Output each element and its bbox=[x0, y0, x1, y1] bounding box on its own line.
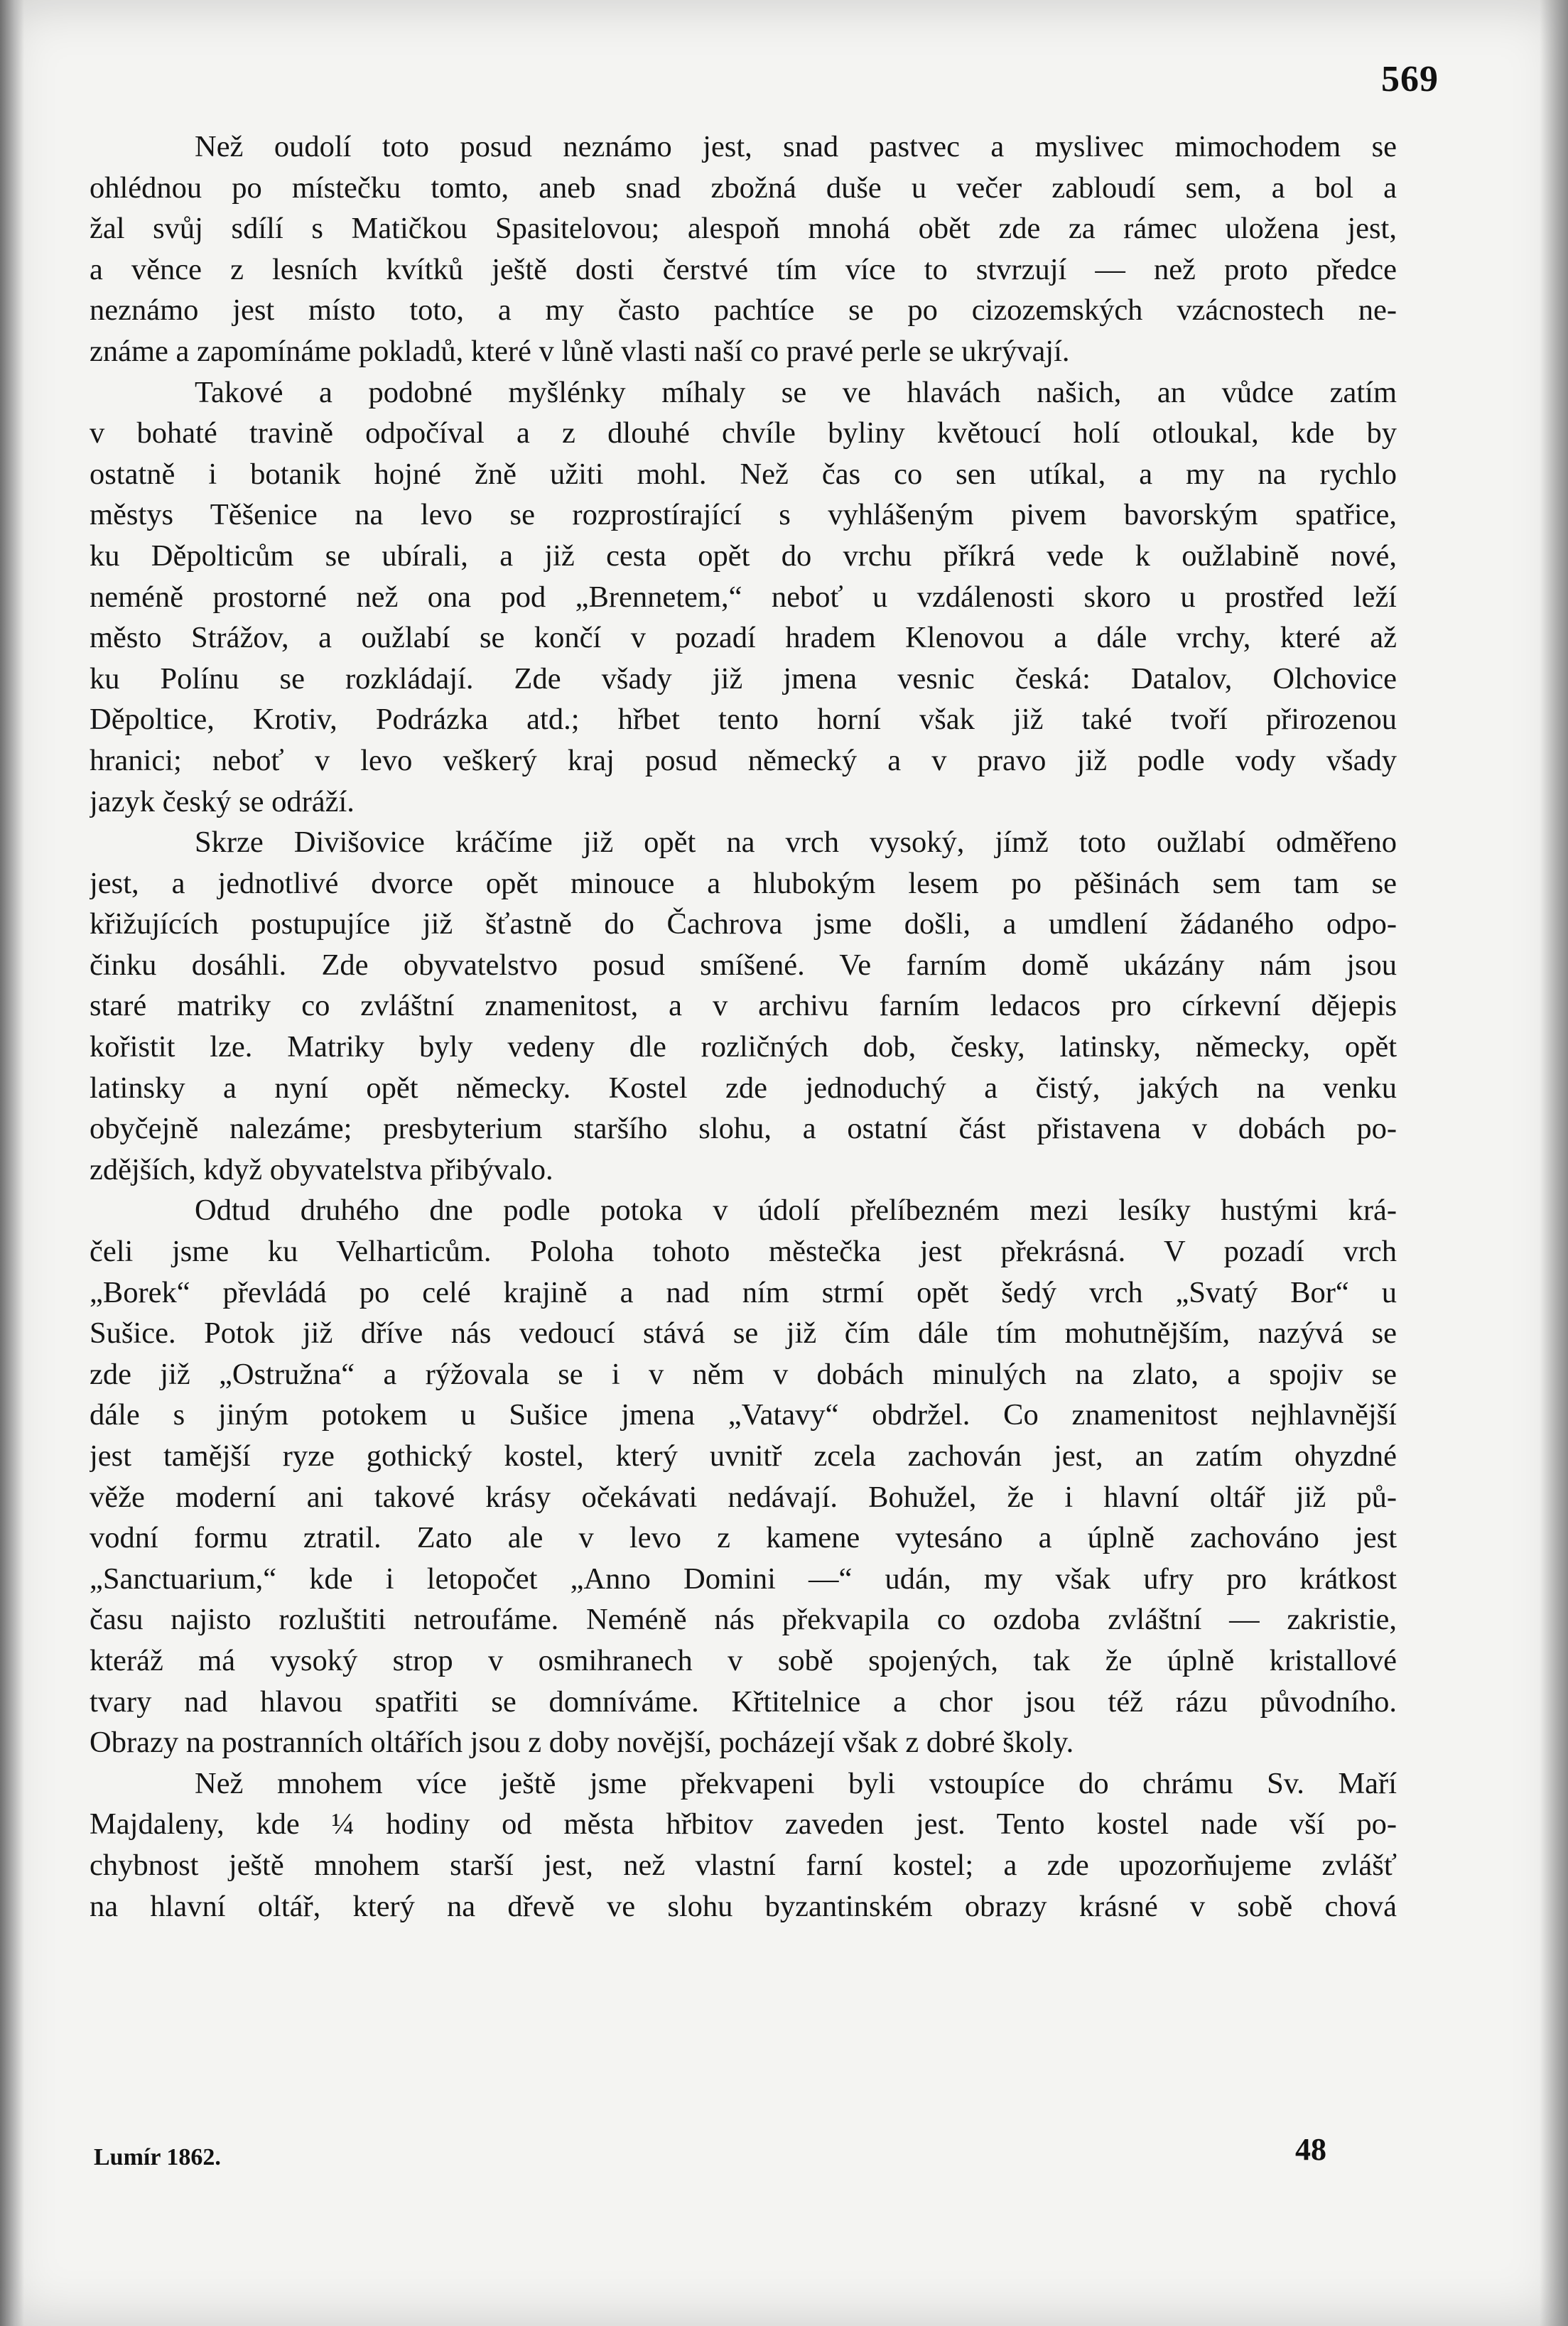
text-line: latinsky a nyní opět německy. Kostel zde jednoduchý a čistý, jakých na venku bbox=[90, 1071, 1397, 1105]
text-line: ohlédnou po místečku tomto, aneb snad zbožná duše u večer zabloudí sem, a bol a bbox=[90, 171, 1397, 205]
text-line: městys Těšenice na levo se rozprostírající s vyhlášeným pivem bavorským spatřice, bbox=[90, 498, 1397, 532]
text-line: Sušice. Potok již dříve nás vedoucí stává se již čím dále tím mohutnějším, nazývá se bbox=[90, 1316, 1397, 1351]
text-line: neznámo jest místo toto, a my často pachtíce se po cizozemských vzácnostech ne- bbox=[90, 293, 1397, 328]
text-line: žal svůj sdílí s Matičkou Spasitelovou; alespoň mnohá obět zde za rámec uložena jest, bbox=[90, 212, 1397, 246]
text-line: dále s jiným potokem u Sušice jmena „Vatavy“ obdržel. Co znamenitost nejhlavnější bbox=[90, 1398, 1397, 1432]
text-line: vodní formu ztratil. Zato ale v levo z kamene vytesáno a úplně zachováno jest bbox=[90, 1521, 1397, 1555]
text-line: křižujících postupujíce již šťastně do Čachrova jsme došli, a umdlení žádaného odpo- bbox=[90, 907, 1397, 941]
text-line: zde již „Ostružna“ a rýžovala se i v něm v dobách minulých na zlato, a spojiv se bbox=[90, 1357, 1397, 1391]
page-edge-shadow bbox=[1540, 0, 1568, 2326]
text-line: „Sanctuarium,“ kde i letopočet „Anno Domini —“ udán, my však ufry pro krátkost bbox=[90, 1562, 1397, 1596]
text-line: Odtud druhého dne podle potoka v údolí přelíbezném mezi lesíky hustými krá- bbox=[195, 1194, 1397, 1228]
text-line: jazyk český se odráží. bbox=[90, 784, 355, 818]
text-line: čeli jsme ku Velharticům. Poloha tohoto městečka jest překrásná. V pozadí vrch bbox=[90, 1235, 1397, 1269]
text-line: známe a zapomínáme pokladů, které v lůně vlasti naší co pravé perle se ukrývají. bbox=[90, 334, 1070, 368]
text-line: neméně prostorné než ona pod „Brennetem,“ neboť u vzdálenosti skoro u prostřed leží bbox=[90, 580, 1397, 614]
text-line: ostatně i botanik hojné žně užiti mohl. Než čas co sen utíkal, a my na rychlo bbox=[90, 457, 1397, 491]
page-spine-shadow bbox=[0, 0, 24, 2326]
text-line: město Strážov, a oužlabí se končí v pozadí hradem Klenovou a dále vrchy, které až bbox=[90, 621, 1397, 655]
text-line: zdějších, když obyvatelstva přibývalo. bbox=[90, 1152, 553, 1186]
text-line: času najisto rozluštiti netroufáme. Neméně nás překvapila co ozdoba zvláštní — zakristie, bbox=[90, 1603, 1397, 1637]
text-line: hranici; neboť v levo veškerý kraj posud německý a v pravo již podle vody všady bbox=[90, 743, 1397, 777]
text-line: kořistit lze. Matriky byly vedeny dle rozličných dob, česky, latinsky, německy, opět bbox=[90, 1030, 1397, 1064]
text-line: činku dosáhli. Zde obyvatelstvo posud smíšené. Ve farním domě ukázány nám jsou bbox=[90, 948, 1397, 982]
text-line: „Borek“ převládá po celé krajině a nad ním strmí opět šedý vrch „Svatý Bor“ u bbox=[90, 1275, 1397, 1309]
text-line: obyčejně nalezáme; presbyterium staršího slohu, a ostatní část přistavena v dobách po- bbox=[90, 1112, 1397, 1146]
text-line: ku Polínu se rozkládají. Zde všady již jmena vesnic česká: Datalov, Olchovice bbox=[90, 661, 1397, 696]
text-line: tvary nad hlavou spatřiti se domníváme. Křtitelnice a chor jsou též rázu původního. bbox=[90, 1684, 1397, 1719]
footer-sheet-number: 48 bbox=[1295, 2132, 1326, 2167]
text-line: Obrazy na postranních oltářích jsou z doby novější, pocházejí však z dobré školy. bbox=[90, 1726, 1074, 1760]
text-line: a věnce z lesních kvítků ještě dosti čerstvé tím více to stvrzují — než proto předce bbox=[90, 252, 1397, 286]
text-line: věže moderní ani takové krásy očekávati nedávají. Bohužel, že i hlavní oltář již pů- bbox=[90, 1480, 1397, 1514]
text-line: Než mnohem více ještě jsme překvapeni byli vstoupíce do chrámu Sv. Maří bbox=[195, 1766, 1397, 1800]
page-number: 569 bbox=[1381, 59, 1439, 99]
text-line: na hlavní oltář, který na dřevě ve slohu byzantinském obrazy krásné v sobě chová bbox=[90, 1889, 1397, 1923]
footer-signature: Lumír 1862. bbox=[94, 2144, 221, 2170]
body-text bbox=[90, 126, 1397, 1927]
text-line: jest, a jednotlivé dvorce opět minouce a hlubokým lesem po pěšinách sem tam se bbox=[90, 866, 1397, 900]
text-line: Skrze Divišovice kráčíme již opět na vrch vysoký, jímž toto oužlabí odměřeno bbox=[195, 826, 1397, 860]
text-line: Majdaleny, kde ¼ hodiny od města hřbitov zaveden jest. Tento kostel nade vší po- bbox=[90, 1807, 1397, 1841]
text-line: v bohaté travině odpočíval a z dlouhé chvíle byliny květoucí holí otloukal, kde by bbox=[90, 416, 1397, 450]
text-line: staré matriky co zvláštní znamenitost, a v archivu farním ledacos pro církevní dějepis bbox=[90, 989, 1397, 1023]
text-line: Než oudolí toto posud neznámo jest, snad pastvec a myslivec mimochodem se bbox=[195, 130, 1397, 163]
text-line: kteráž má vysoký strop v osmihranech v sobě spojených, tak že úplně kristallové bbox=[90, 1643, 1397, 1677]
text-line: chybnost ještě mnohem starší jest, než vlastní farní kostel; a zde upozorňujeme zvlášť bbox=[90, 1848, 1397, 1882]
text-line: Takové a podobné myšlénky míhaly se ve hlavách našich, an vůdce zatím bbox=[195, 375, 1397, 409]
text-line: Děpoltice, Krotiv, Podrázka atd.; hřbet tento horní však již také tvoří přirozenou bbox=[90, 703, 1397, 737]
text-line: ku Děpolticům se ubírali, a již cesta opět do vrchu příkrá vede k oužlabině nové, bbox=[90, 539, 1397, 573]
text-line: jest tamější ryze gothický kostel, který uvnitř zcela zachován jest, an zatím ohyzdné bbox=[90, 1439, 1397, 1473]
